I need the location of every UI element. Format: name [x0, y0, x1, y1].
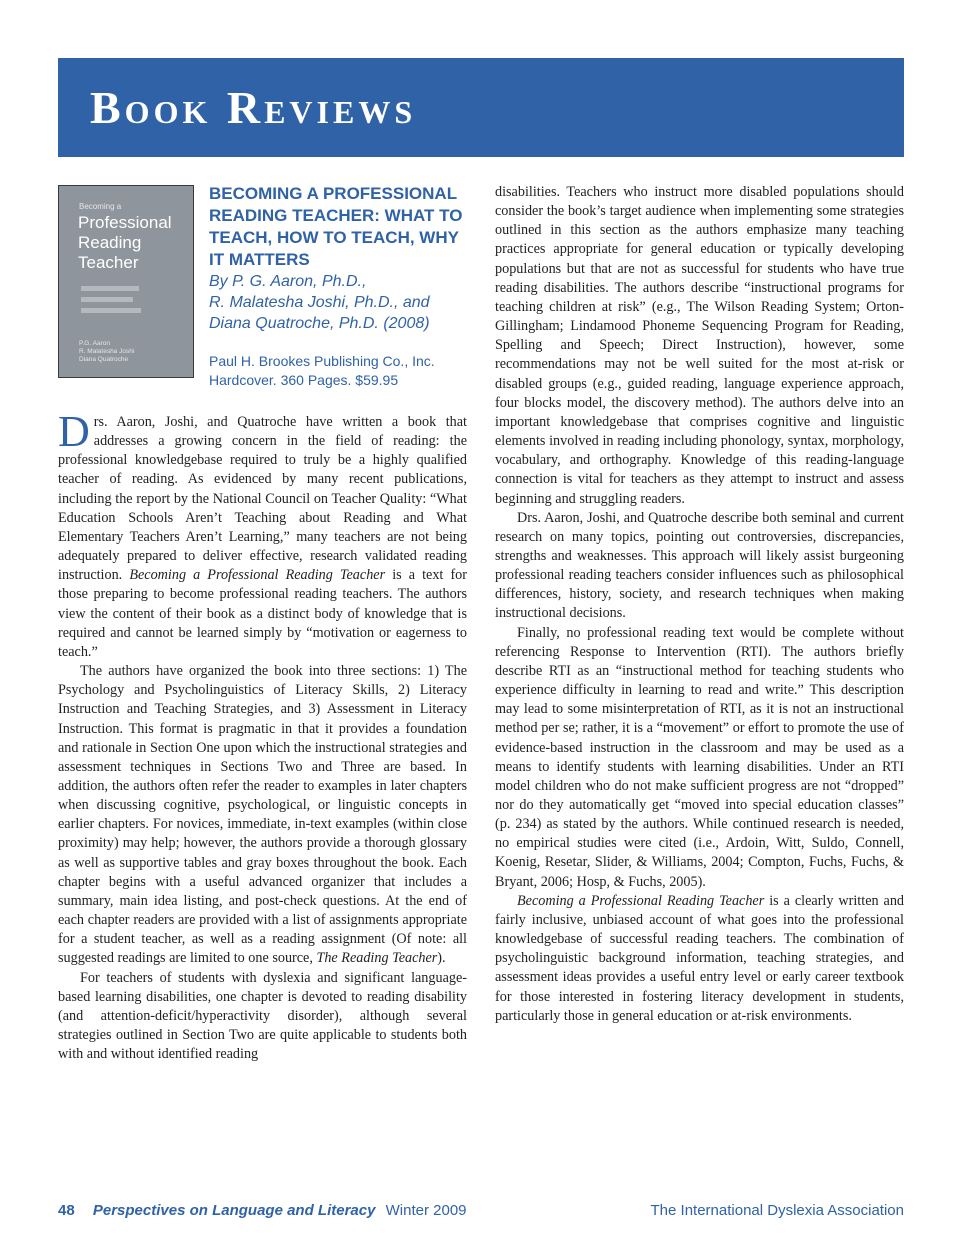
cover-subtitle: Becoming a	[79, 202, 122, 211]
paragraph: Drs. Aaron, Joshi, and Quatroche have written a book that addresses a growing concern in the field of reading: the professional knowledgebase required to truly be a highly qualified teacher of reading. As evidenced by many recent publications, including the report by the National Council on Teacher Quality: “What Education Schools Aren’t Teaching about Reading and What Elementary Teachers Aren’t Learning,” many teachers are not being adequately prepared to deliver effective, research validated reading instruction. Becoming a Professional Reading Teacher is a text for those preparing to become professional reading teachers. The authors view the content of their book as a distinct body of knowledge that is required and cannot be learned simply by “motivation or eagerness to teach.”	[58, 407, 467, 660]
paragraph: Finally, no professional reading text would be complete without referencing Response to Intervention (RTI). The authors briefly describe RTI as an “instructional method for teaching students who experience difficulty in learning to read and write.” This description may lead to some misinterpretation of RTI, as it is not an instructional method per se; rather, it is a “movement” or effort to promote the use of evidence-based instruction in the classroom and may be used as a means to identify students with learning disabilities. Under an RTI model children who do not make sufficient progress are not “dropped” nor do they automatically get “moved into special education classes” (p. 234) as stated by the authors. While continued research is needed, no empirical studies were cited (i.e., Ardoin, Witt, Suldo, Connell, Koenig, Resetar, Slider, & Williams, 2004; Compton, Fuchs, Fuchs, & Bryant, 2006; Hosp, & Fuchs, 2005).	[495, 624, 904, 890]
paragraph: disabilities. Teachers who instruct more disabled populations should consider the book’s target audience when implementing some strategies outlined in this section as the authors emphasize many teaching practices appropriate for general education or typically developing populations but that are not as successful for students who have true reading disabilities. The authors describe “instructional programs for teaching children at risk” (e.g., The Wilson Reading System; Orton-Gillingham; Lindamood Phoneme Sequencing Program for Reading, Spelling and Speech; Direct Instruction), however, some recommendations may not be well suited for the most at-risk or disabled groups (e.g., guided reading, language experience approach, four blocks model, the discovery method). The authors delve into an important knowledgebase that comprises cognitive and linguistic elements involved in reading including phonology, syntax, morphology, vocabulary, and orthography. Knowledge of this reading-language connection is vital for teachers as they attempt to instruct and assess beginning and struggling readers.	[495, 184, 904, 507]
drop-cap: D	[58, 407, 90, 456]
cover-decoration	[81, 286, 139, 291]
page-footer	[58, 1200, 904, 1222]
paragraph: Becoming a Professional Reading Teacher is a clearly written and fairly inclusive, unbiased account of what goes into the professional knowledgebase of successful reading teachers. The combination of psycholinguistic background information, teaching strategies, and assessment ideas provides a useful entry level or early career textbook for those interested in fostering literacy development in students, particularly those in general education or at-risk environments.	[495, 892, 905, 1024]
cover-authors: P.G. Aaron R. Malatesha Joshi Diana Quatroche	[79, 340, 135, 363]
book-format-price: Hardcover. 360 Pages. $59.95	[209, 372, 399, 388]
cover-decoration	[81, 297, 133, 302]
cover-title: Professional Reading Teacher	[78, 213, 172, 272]
paragraph: The authors have organized the book into three sections: 1) The Psychology and Psycholinguistics of Literacy Skills, 2) Literacy Instruction and Teaching Strategies, and 3) Assessment in Literacy Instruction. This format is pragmatic in that it provides a foundation and rationale in Section One upon which the instructional strategies and assessment techniques in Sections Two and Three are based. In addition, the authors often refer the reader to examples in later chapters when discussing cognitive, psychological, or linguistic concepts in earlier chapters. For novices, immediate, in-text examples (within close proximity) may help; however, the authors provide a thorough glossary as well as supportive tables and gray boxes throughout the book. Each chapter begins with a useful advanced organizer that includes a summary, main idea listing, and post-check questions. At the end of each chapter readers are provided with a list of assignments appropriate for a student teacher, as well as a reading assignment (Of note: all suggested readings are limited to one source, The Reading Teacher).	[58, 663, 467, 967]
cover-decoration	[81, 308, 141, 313]
section-banner	[58, 58, 904, 157]
article-column-right	[495, 183, 904, 1026]
book-publisher: Paul H. Brookes Publishing Co., Inc.	[209, 353, 435, 369]
article-column-left	[58, 407, 467, 1064]
book-authors: By P. G. Aaron, Ph.D., R. Malatesha Joshi, Ph.D., and Diana Quatroche, Ph.D. (2008)	[209, 273, 430, 332]
issue-date: Winter 2009	[385, 1202, 467, 1219]
section-title: Book Reviews	[90, 82, 417, 133]
book-title: BECOMING A PROFESSIONAL READING TEACHER: WHAT TO TEACH, HOW TO TEACH, WHY IT MATTERS	[209, 184, 463, 269]
journal-name: Perspectives on Language and Literacy	[92, 1202, 376, 1219]
book-publication-details	[209, 352, 471, 390]
paragraph: Drs. Aaron, Joshi, and Quatroche describe both seminal and current research on many topics, pointing out controversies, discrepancies, strengths and weaknesses. This approach will likely assist burgeoning professional reading teachers consider influences such as philosophical differences, history, society, and research techniques when making instructional decisions.	[495, 509, 904, 622]
book-info	[209, 183, 471, 390]
page-number: 48	[58, 1202, 75, 1219]
book-cover-image	[58, 185, 194, 378]
association-name: The International Dyslexia Association	[650, 1202, 904, 1219]
paragraph: For teachers of students with dyslexia and significant language-based learning disabilities, one chapter is devoted to reading disability (and attention-deficit/hyperactivity disorder), although several strategies outlined in Section Two are quite applicable to students both with and without identified reading	[58, 969, 467, 1063]
